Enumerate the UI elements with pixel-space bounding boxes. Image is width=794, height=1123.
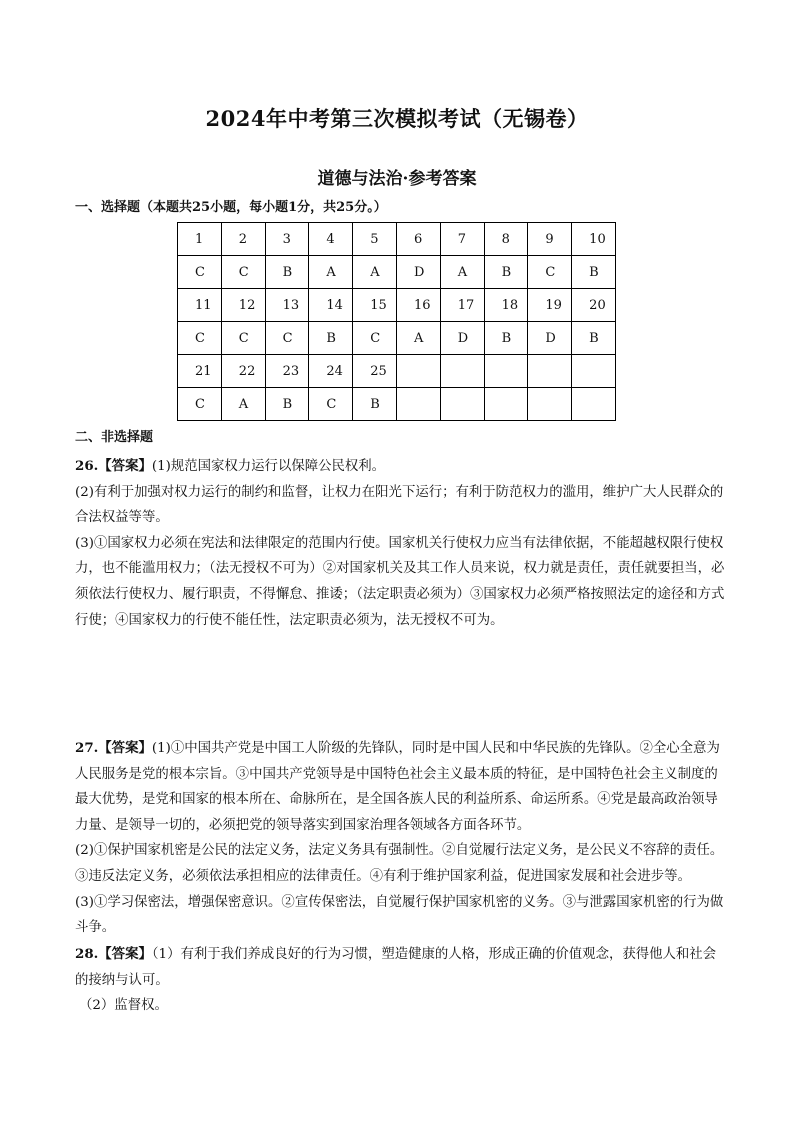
question-number-cell [440,355,484,388]
answer-key-row [178,388,616,421]
question-number-cell: 8 [484,223,528,256]
answer-cell: C [528,256,572,289]
section-2-heading: 二、非选择题 [75,430,154,445]
answer-cell: B [265,256,309,289]
question-number-cell: 15 [353,289,397,322]
question-number-cell [484,355,528,388]
answer-cell: C [178,256,222,289]
answer-cell: C [221,322,265,355]
question-number-cell [528,355,572,388]
question-number-cell: 11 [178,289,222,322]
question-number-cell: 1 [178,223,222,256]
answer-cell: D [440,322,484,355]
question-number-cell: 18 [484,289,528,322]
answer-cell: C [309,388,353,421]
q27-part-3: (3)①学习保密法，增强保密意识。②宣传保密法，自觉履行保护国家机密的义务。③与泄露国家机密的行为做斗争。 [75,894,724,936]
answer-cell: B [572,256,616,289]
answer-cell: C [221,256,265,289]
question-number-cell [572,355,616,388]
question-number-cell: 19 [528,289,572,322]
answer-key-row [178,322,616,355]
question-28-answer [75,942,727,1019]
question-number-cell: 9 [528,223,572,256]
question-number-cell: 21 [178,355,222,388]
answer-cell: C [178,388,222,421]
question-number-row [178,223,616,256]
question-27-answer [75,736,727,941]
answer-cell: B [265,388,309,421]
q27-label: 27.【答案】 [75,740,152,756]
q27-paragraph-1 [75,736,727,838]
question-number-row [178,289,616,322]
answer-key-row [178,256,616,289]
q26-paragraph-1 [75,454,727,480]
question-number-cell: 6 [396,223,440,256]
answer-cell [484,388,528,421]
answer-cell: B [309,322,353,355]
question-number-cell: 24 [309,355,353,388]
page-title: 2024年中考第三次模拟考试（无锡卷） [205,106,589,131]
q27-part-2: (2)①保护国家机密是公民的法定义务，法定义务具有强制性。②自觉履行法定义务，是公民义不容辞的责任。③违反法定义务，必须依法承担相应的法律责任。④有利于维护国家利益，促进国家发展和社会进步等。 [75,843,724,884]
answer-cell [528,388,572,421]
answer-cell: C [353,322,397,355]
answer-cell: A [353,256,397,289]
answer-cell: B [353,388,397,421]
question-number-cell: 3 [265,223,309,256]
question-number-row [178,355,616,388]
q28-paragraph-1 [75,942,727,993]
question-26-answer [75,454,727,633]
question-number-cell: 20 [572,289,616,322]
question-number-cell: 13 [265,289,309,322]
question-number-cell: 2 [221,223,265,256]
q28-label: 28.【答案】 [75,946,152,962]
question-number-cell: 22 [221,355,265,388]
answer-cell: B [484,256,528,289]
answer-cell [396,388,440,421]
question-number-cell: 14 [309,289,353,322]
answer-cell: A [440,256,484,289]
answer-cell [440,388,484,421]
question-number-cell [396,355,440,388]
answer-cell: A [221,388,265,421]
question-number-cell: 25 [353,355,397,388]
q26-part-1: (1)规范国家权力运行以保障公民权利。 [151,459,386,474]
question-number-cell: 23 [265,355,309,388]
answer-cell: B [484,322,528,355]
answer-cell: A [396,322,440,355]
q28-part-1: （1）有利于我们养成良好的行为习惯，塑造健康的人格，形成正确的价值观念，获得他人和社会的接纳与认可。 [75,947,717,988]
question-number-cell: 16 [396,289,440,322]
answer-cell: C [265,322,309,355]
q26-label: 26.【答案】 [75,458,152,474]
answer-cell [572,388,616,421]
answer-cell: B [572,322,616,355]
q28-part-2: （2）监督权。 [79,998,168,1014]
multiple-choice-answer-table [177,222,616,421]
section-1-heading: 一、选择题（本题共25小题，每小题1分，共25分。） [75,200,387,215]
answer-cell: D [528,322,572,355]
answer-cell: D [396,256,440,289]
q26-part-3: (3)①国家权力必须在宪法和法律限定的范围内行使。国家机关行使权力应当有法律依据，不能超越权限行使权力，也不能滥用权力；（法无授权不可为）②对国家机关及其工作人员来说，权力就是责任，责任就要担当，必须依法行使权力、履行职责，不得懈怠、推诿；（法定职责必须为）③国家权力必须严格按照法定的途径和方式行使；④国家权力的行使不能任性，法定职责必须为，法无授权不可为。 [75,535,725,628]
question-number-cell: 4 [309,223,353,256]
question-number-cell: 7 [440,223,484,256]
q26-part-2: (2)有利于加强对权力运行的制约和监督，让权力在阳光下运行；有利于防范权力的滥用，维护广大人民群众的合法权益等等。 [75,484,724,526]
question-number-cell: 5 [353,223,397,256]
page-subtitle: 道德与法治·参考答案 [317,169,477,189]
question-number-cell: 17 [440,289,484,322]
answer-cell: C [178,322,222,355]
answer-cell: A [309,256,353,289]
question-number-cell: 10 [572,223,616,256]
question-number-cell: 12 [221,289,265,322]
q27-part-1: (1)①中国共产党是中国工人阶级的先锋队，同时是中国人民和中华民族的先锋队。②全心全意为人民服务是党的根本宗旨。③中国共产党领导是中国特色社会主义最本质的特征，是中国特色社会主义制度的最大优势，是党和国家的根本所在、命脉所在，是全国各族人民的利益所系、命运所系。④党是最高政治领导力量、是领导一切的，必须把党的领导落实到国家治理各领域各方面各环节。 [75,741,720,833]
